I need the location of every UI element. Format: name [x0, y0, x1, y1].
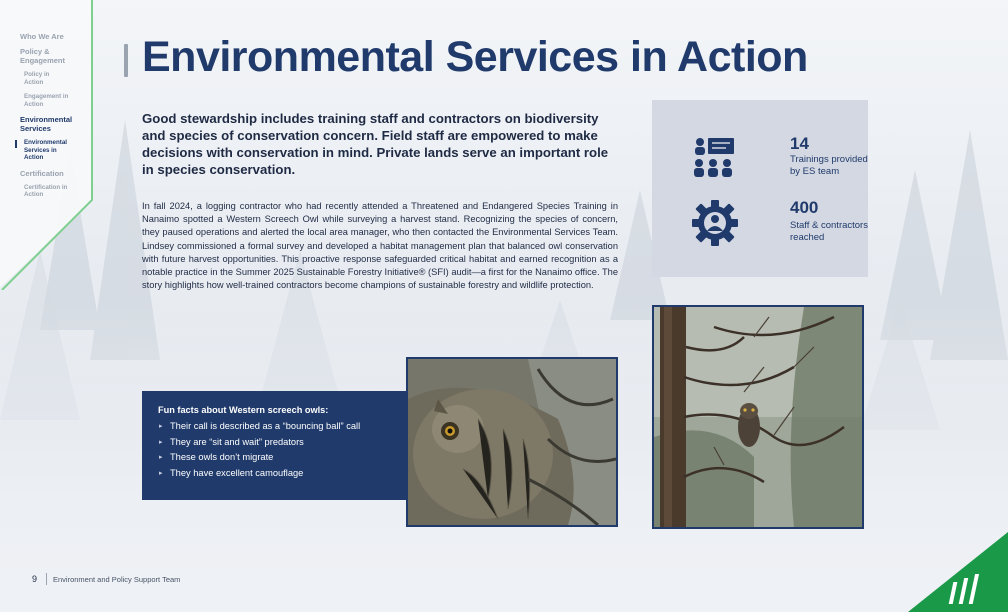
title-accent-bar [124, 44, 128, 77]
training-icon [692, 136, 738, 180]
lead-paragraph: Good stewardship includes training staff and contractors on biodiversity and species of conservation concern. Field staff are empowered to make decisions with conservation in mind. Private lands serve an important role in species conservation. [142, 111, 609, 177]
list-item: ▸ Their call is described as a “bouncing ball” call [158, 419, 408, 435]
page-number: 9 [32, 574, 38, 584]
stat-reached-value: 400 [790, 198, 819, 217]
body-paragraph: In fall 2024, a logging contractor who had recently attended a Threatened and Endangered Species Training in Nanaimo spotted a Western Screech Owl while surveying a harvest stand. Recognizing the species of concern, they paused operations and alerted the local area manager, who then contacted the Environmental Services Team. Lindsey commissioned a formal survey and developed a habitat management plan that balanced owl conservation with future harvest opportunities. This proactive response safeguarded critical habitat and earned recognition as a notable practice in the Summer 2025 Sustainable Forestry Initiative® (SFI) audit—a first for the Nanaimo office. The story highlights how well-trained contractors become champions of sustainable forestry and wildlife protection. [142, 201, 618, 291]
nav-certification[interactable]: Certification [20, 168, 64, 178]
stat-trainings-label: Trainings provided by ES team [790, 154, 868, 177]
stat-reached-label: Staff & contractors reached [790, 220, 868, 243]
footer-text: Environment and Policy Support Team [53, 575, 181, 584]
owl-closeup-photo [406, 357, 618, 527]
list-item: ▸ They have excellent camouflage [158, 466, 408, 482]
nav-policy-in-action[interactable]: Policy in Action [24, 71, 50, 86]
nav-policy-engagement[interactable]: Policy & Engagement [20, 47, 66, 65]
people-gear-icon [692, 200, 738, 246]
nav-environmental-services-in-action[interactable]: Environmental Services in Action [24, 139, 76, 162]
nav-who-we-are[interactable]: Who We Are [20, 32, 64, 41]
brand-corner-logo [898, 532, 1008, 612]
stat-trainings-value: 14 [790, 134, 809, 153]
fun-facts-list [158, 419, 408, 481]
stats-panel [652, 100, 868, 277]
side-navigation [0, 0, 100, 290]
owl-in-tree-photo [652, 305, 864, 529]
fun-facts-box [142, 391, 408, 500]
list-item: ▸ These owls don’t migrate [158, 450, 408, 466]
footer-divider [46, 573, 47, 585]
fun-facts-title: Fun facts about Western screech owls: [158, 405, 329, 415]
owl-closeup-illustration [408, 359, 616, 525]
page-title: Environmental Services in Action [142, 33, 808, 81]
nav-list [20, 32, 92, 206]
nav-certification-in-action[interactable]: Certification in Action [24, 183, 68, 198]
nav-engagement-in-action[interactable]: Engagement in Action [24, 93, 69, 108]
owl-tree-illustration [654, 307, 862, 527]
list-item: ▸ They are “sit and wait” predators [158, 435, 408, 451]
nav-environmental-services[interactable]: Environmental Services [20, 115, 73, 133]
